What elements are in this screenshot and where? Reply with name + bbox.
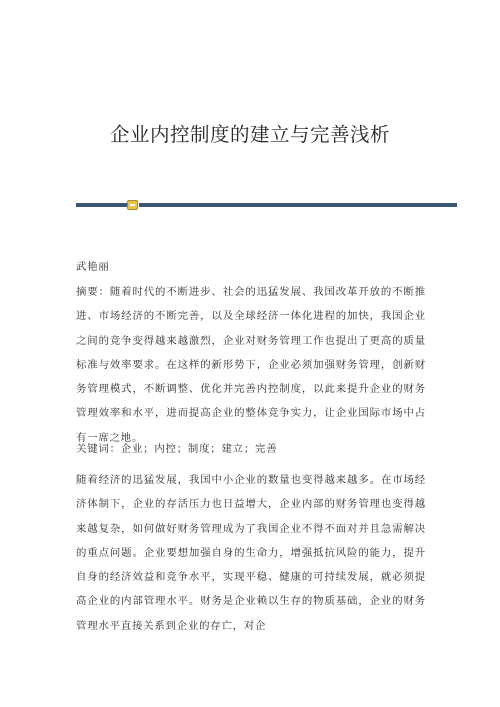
author-name: 武艳丽 bbox=[76, 261, 110, 273]
title-divider-right bbox=[139, 203, 457, 207]
document-title: 企业内控制度的建立与完善浅析 bbox=[109, 123, 390, 146]
intro-paragraph: 随着经济的迅猛发展，我国中小企业的数量也变得越来越多。在市场经济体制下，企业的存活压力也日益增大，企业内部的财务管理也变得越来越复杂，如何做好财务管理成为了我国企业不得不面对并且急需解决的重点问题。企业要想加强自身的生命力，增强抵抗风险的能力，提升自身的经济效益和竞争水平，实现平稳、健康的可持续发展，就必须提高企业的内部管理水平。财务是企业赖以生存的物质基础，企业的财务管理水平直接关系到企业的存亡，对企 bbox=[76, 474, 426, 632]
abstract-paragraph: 摘要：随着时代的不断进步、社会的迅猛发展、我国改革开放的不断推进、市场经济的不断完善，以及全球经济一体化进程的加快，我国企业之间的竞争变得越来越激烈，企业对财务管理工作也提出了更高的质量标准与效率要求。在这样的新形势下，企业必须加强财务管理，创新财务管理模式，不断调整、优化并完善内控制度，以此来提升企业的财务管理效率和水平，进而提高企业的整体竞争实力，让企业国际市场中占有一席之地。 bbox=[76, 286, 426, 444]
title-divider-left bbox=[76, 203, 127, 207]
keywords-line: 关键词：企业；内控；制度；建立；完善 bbox=[76, 443, 278, 455]
divider-badge-icon bbox=[127, 200, 138, 210]
